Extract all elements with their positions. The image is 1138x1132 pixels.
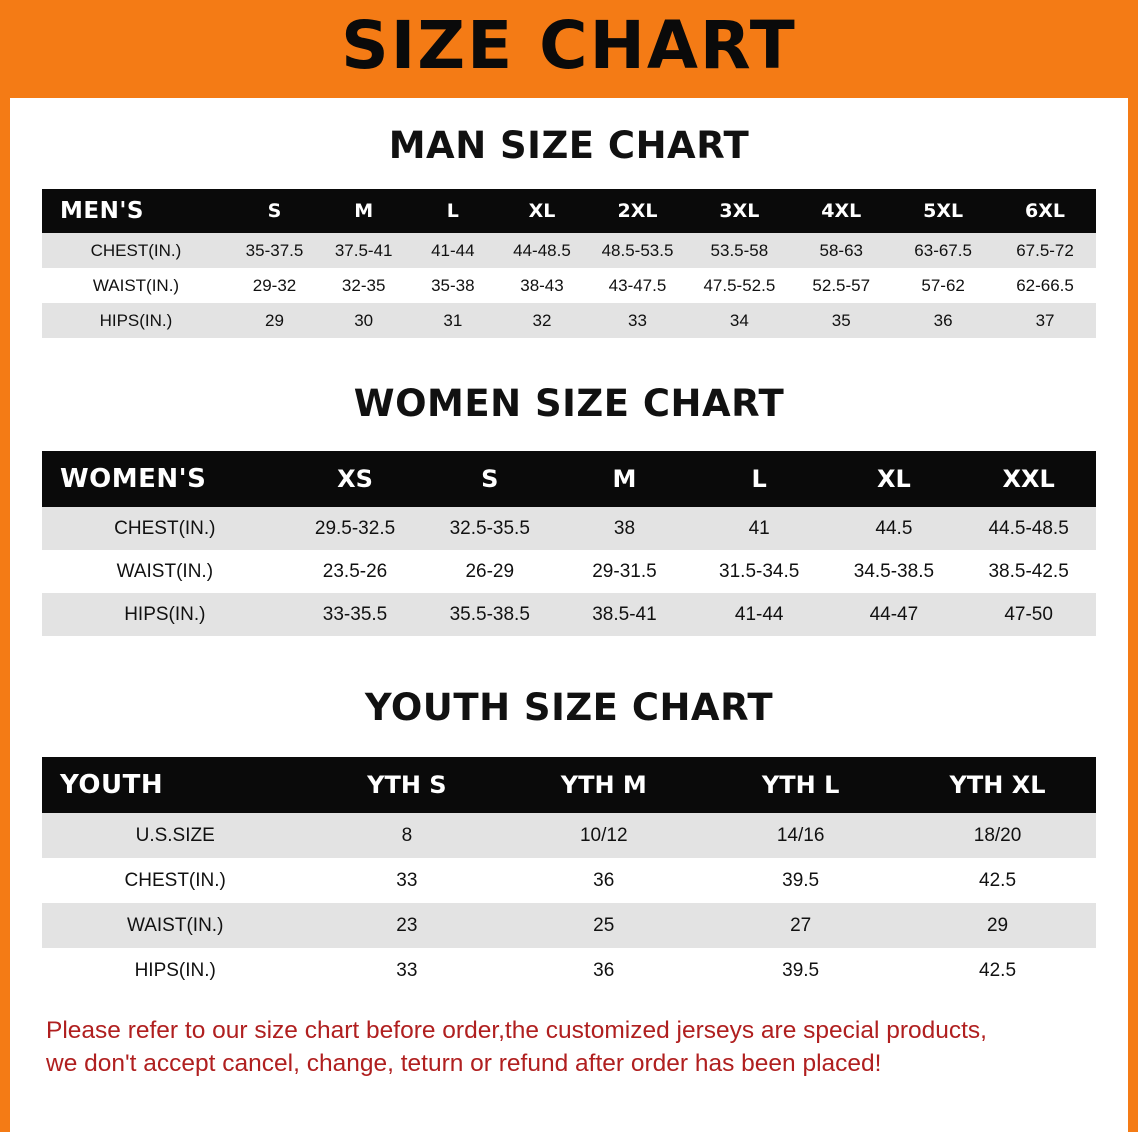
man-section-title: MAN SIZE CHART — [388, 124, 750, 167]
women-r2c2: 38.5-41 — [557, 593, 692, 636]
man-r2c5: 34 — [688, 303, 790, 338]
women-r2c5: 47-50 — [961, 593, 1096, 636]
man-header-label: MEN'S — [42, 189, 230, 233]
youth-row2-label: WAIST(IN.) — [42, 903, 308, 948]
man-row0-label: CHEST(IN.) — [42, 233, 230, 268]
man-header-row — [42, 189, 1096, 233]
man-col-xl: XL — [497, 189, 586, 233]
man-r2c3: 32 — [497, 303, 586, 338]
women-r2c1: 35.5-38.5 — [422, 593, 557, 636]
man-r2c0: 29 — [230, 303, 319, 338]
man-r0c1: 37.5-41 — [319, 233, 408, 268]
youth-r1c0: 33 — [308, 858, 505, 903]
youth-r2c1: 25 — [505, 903, 702, 948]
man-r0c3: 44-48.5 — [497, 233, 586, 268]
man-col-6xl: 6XL — [994, 189, 1096, 233]
youth-r3c2: 39.5 — [702, 948, 899, 993]
man-col-l: L — [408, 189, 497, 233]
youth-r1c1: 36 — [505, 858, 702, 903]
women-r0c5: 44.5-48.5 — [961, 507, 1096, 550]
man-r0c6: 58-63 — [790, 233, 892, 268]
women-r1c1: 26-29 — [422, 550, 557, 593]
women-r2c0: 33-35.5 — [288, 593, 423, 636]
women-r0c0: 29.5-32.5 — [288, 507, 423, 550]
women-table-body — [42, 507, 1096, 636]
man-size-table — [42, 189, 1096, 338]
man-r1c6: 52.5-57 — [790, 268, 892, 303]
man-r0c5: 53.5-58 — [688, 233, 790, 268]
man-r2c6: 35 — [790, 303, 892, 338]
women-r1c5: 38.5-42.5 — [961, 550, 1096, 593]
women-size-table — [42, 451, 1096, 636]
man-r0c8: 67.5-72 — [994, 233, 1096, 268]
youth-r0c3: 18/20 — [899, 813, 1096, 858]
man-r1c0: 29-32 — [230, 268, 319, 303]
youth-section-title: YOUTH SIZE CHART — [364, 686, 774, 729]
youth-r1c3: 42.5 — [899, 858, 1096, 903]
youth-row3-label: HIPS(IN.) — [42, 948, 308, 993]
youth-r3c3: 42.5 — [899, 948, 1096, 993]
women-table-head — [42, 451, 1096, 507]
table-row — [42, 813, 1096, 858]
man-col-2xl: 2XL — [587, 189, 689, 233]
youth-header-row — [42, 757, 1096, 813]
man-r0c7: 63-67.5 — [892, 233, 994, 268]
table-row — [42, 550, 1096, 593]
women-r1c3: 31.5-34.5 — [692, 550, 827, 593]
women-r2c3: 41-44 — [692, 593, 827, 636]
women-row2-label: HIPS(IN.) — [42, 593, 288, 636]
youth-row0-label: U.S.SIZE — [42, 813, 308, 858]
table-row — [42, 303, 1096, 338]
youth-r2c0: 23 — [308, 903, 505, 948]
man-r0c2: 41-44 — [408, 233, 497, 268]
man-row1-label: WAIST(IN.) — [42, 268, 230, 303]
man-col-5xl: 5XL — [892, 189, 994, 233]
women-r1c4: 34.5-38.5 — [827, 550, 962, 593]
youth-col-s: YTH S — [308, 757, 505, 813]
table-row — [42, 948, 1096, 993]
women-col-xxl: XXL — [961, 451, 1096, 507]
women-header-label: WOMEN'S — [42, 451, 288, 507]
man-r2c7: 36 — [892, 303, 994, 338]
women-r1c2: 29-31.5 — [557, 550, 692, 593]
youth-r2c3: 29 — [899, 903, 1096, 948]
women-r0c1: 32.5-35.5 — [422, 507, 557, 550]
man-r1c5: 47.5-52.5 — [688, 268, 790, 303]
table-row — [42, 268, 1096, 303]
page-banner — [0, 0, 1138, 98]
page-title: SIZE CHART — [341, 7, 797, 84]
table-row — [42, 593, 1096, 636]
youth-col-l: YTH L — [702, 757, 899, 813]
man-r1c8: 62-66.5 — [994, 268, 1096, 303]
man-r0c4: 48.5-53.5 — [587, 233, 689, 268]
youth-r1c2: 39.5 — [702, 858, 899, 903]
man-r0c0: 35-37.5 — [230, 233, 319, 268]
women-r2c4: 44-47 — [827, 593, 962, 636]
man-r1c2: 35-38 — [408, 268, 497, 303]
table-row — [42, 233, 1096, 268]
man-r2c4: 33 — [587, 303, 689, 338]
women-section-title: WOMEN SIZE CHART — [353, 382, 785, 425]
youth-size-table — [42, 757, 1096, 993]
man-table-body — [42, 233, 1096, 338]
youth-header-label: YOUTH — [42, 757, 308, 813]
women-col-xs: XS — [288, 451, 423, 507]
women-row1-label: WAIST(IN.) — [42, 550, 288, 593]
youth-r0c1: 10/12 — [505, 813, 702, 858]
women-col-s: S — [422, 451, 557, 507]
man-row2-label: HIPS(IN.) — [42, 303, 230, 338]
man-r1c3: 38-43 — [497, 268, 586, 303]
table-row — [42, 507, 1096, 550]
table-row — [42, 858, 1096, 903]
women-r0c4: 44.5 — [827, 507, 962, 550]
women-col-xl: XL — [827, 451, 962, 507]
man-r1c7: 57-62 — [892, 268, 994, 303]
youth-r2c2: 27 — [702, 903, 899, 948]
chart-content — [0, 124, 1138, 1080]
women-col-l: L — [692, 451, 827, 507]
women-r0c2: 38 — [557, 507, 692, 550]
women-row0-label: CHEST(IN.) — [42, 507, 288, 550]
man-r1c1: 32-35 — [319, 268, 408, 303]
women-header-row — [42, 451, 1096, 507]
man-r2c2: 31 — [408, 303, 497, 338]
youth-table-body — [42, 813, 1096, 993]
man-col-4xl: 4XL — [790, 189, 892, 233]
man-col-s: S — [230, 189, 319, 233]
disclaimer-note — [42, 1015, 1096, 1080]
man-r2c1: 30 — [319, 303, 408, 338]
man-table-head — [42, 189, 1096, 233]
youth-r3c0: 33 — [308, 948, 505, 993]
youth-r3c1: 36 — [505, 948, 702, 993]
youth-table-head — [42, 757, 1096, 813]
women-r0c3: 41 — [692, 507, 827, 550]
women-r1c0: 23.5-26 — [288, 550, 423, 593]
man-r2c8: 37 — [994, 303, 1096, 338]
youth-col-m: YTH M — [505, 757, 702, 813]
youth-col-xl: YTH XL — [899, 757, 1096, 813]
disclaimer-line-1: Please refer to our size chart before order,the customized jerseys are special products, — [46, 1017, 987, 1044]
table-row — [42, 903, 1096, 948]
youth-row1-label: CHEST(IN.) — [42, 858, 308, 903]
man-col-3xl: 3XL — [688, 189, 790, 233]
disclaimer-line-2: we don't accept cancel, change, teturn or refund after order has been placed! — [46, 1049, 882, 1077]
youth-r0c2: 14/16 — [702, 813, 899, 858]
man-col-m: M — [319, 189, 408, 233]
women-col-m: M — [557, 451, 692, 507]
man-r1c4: 43-47.5 — [587, 268, 689, 303]
youth-r0c0: 8 — [308, 813, 505, 858]
